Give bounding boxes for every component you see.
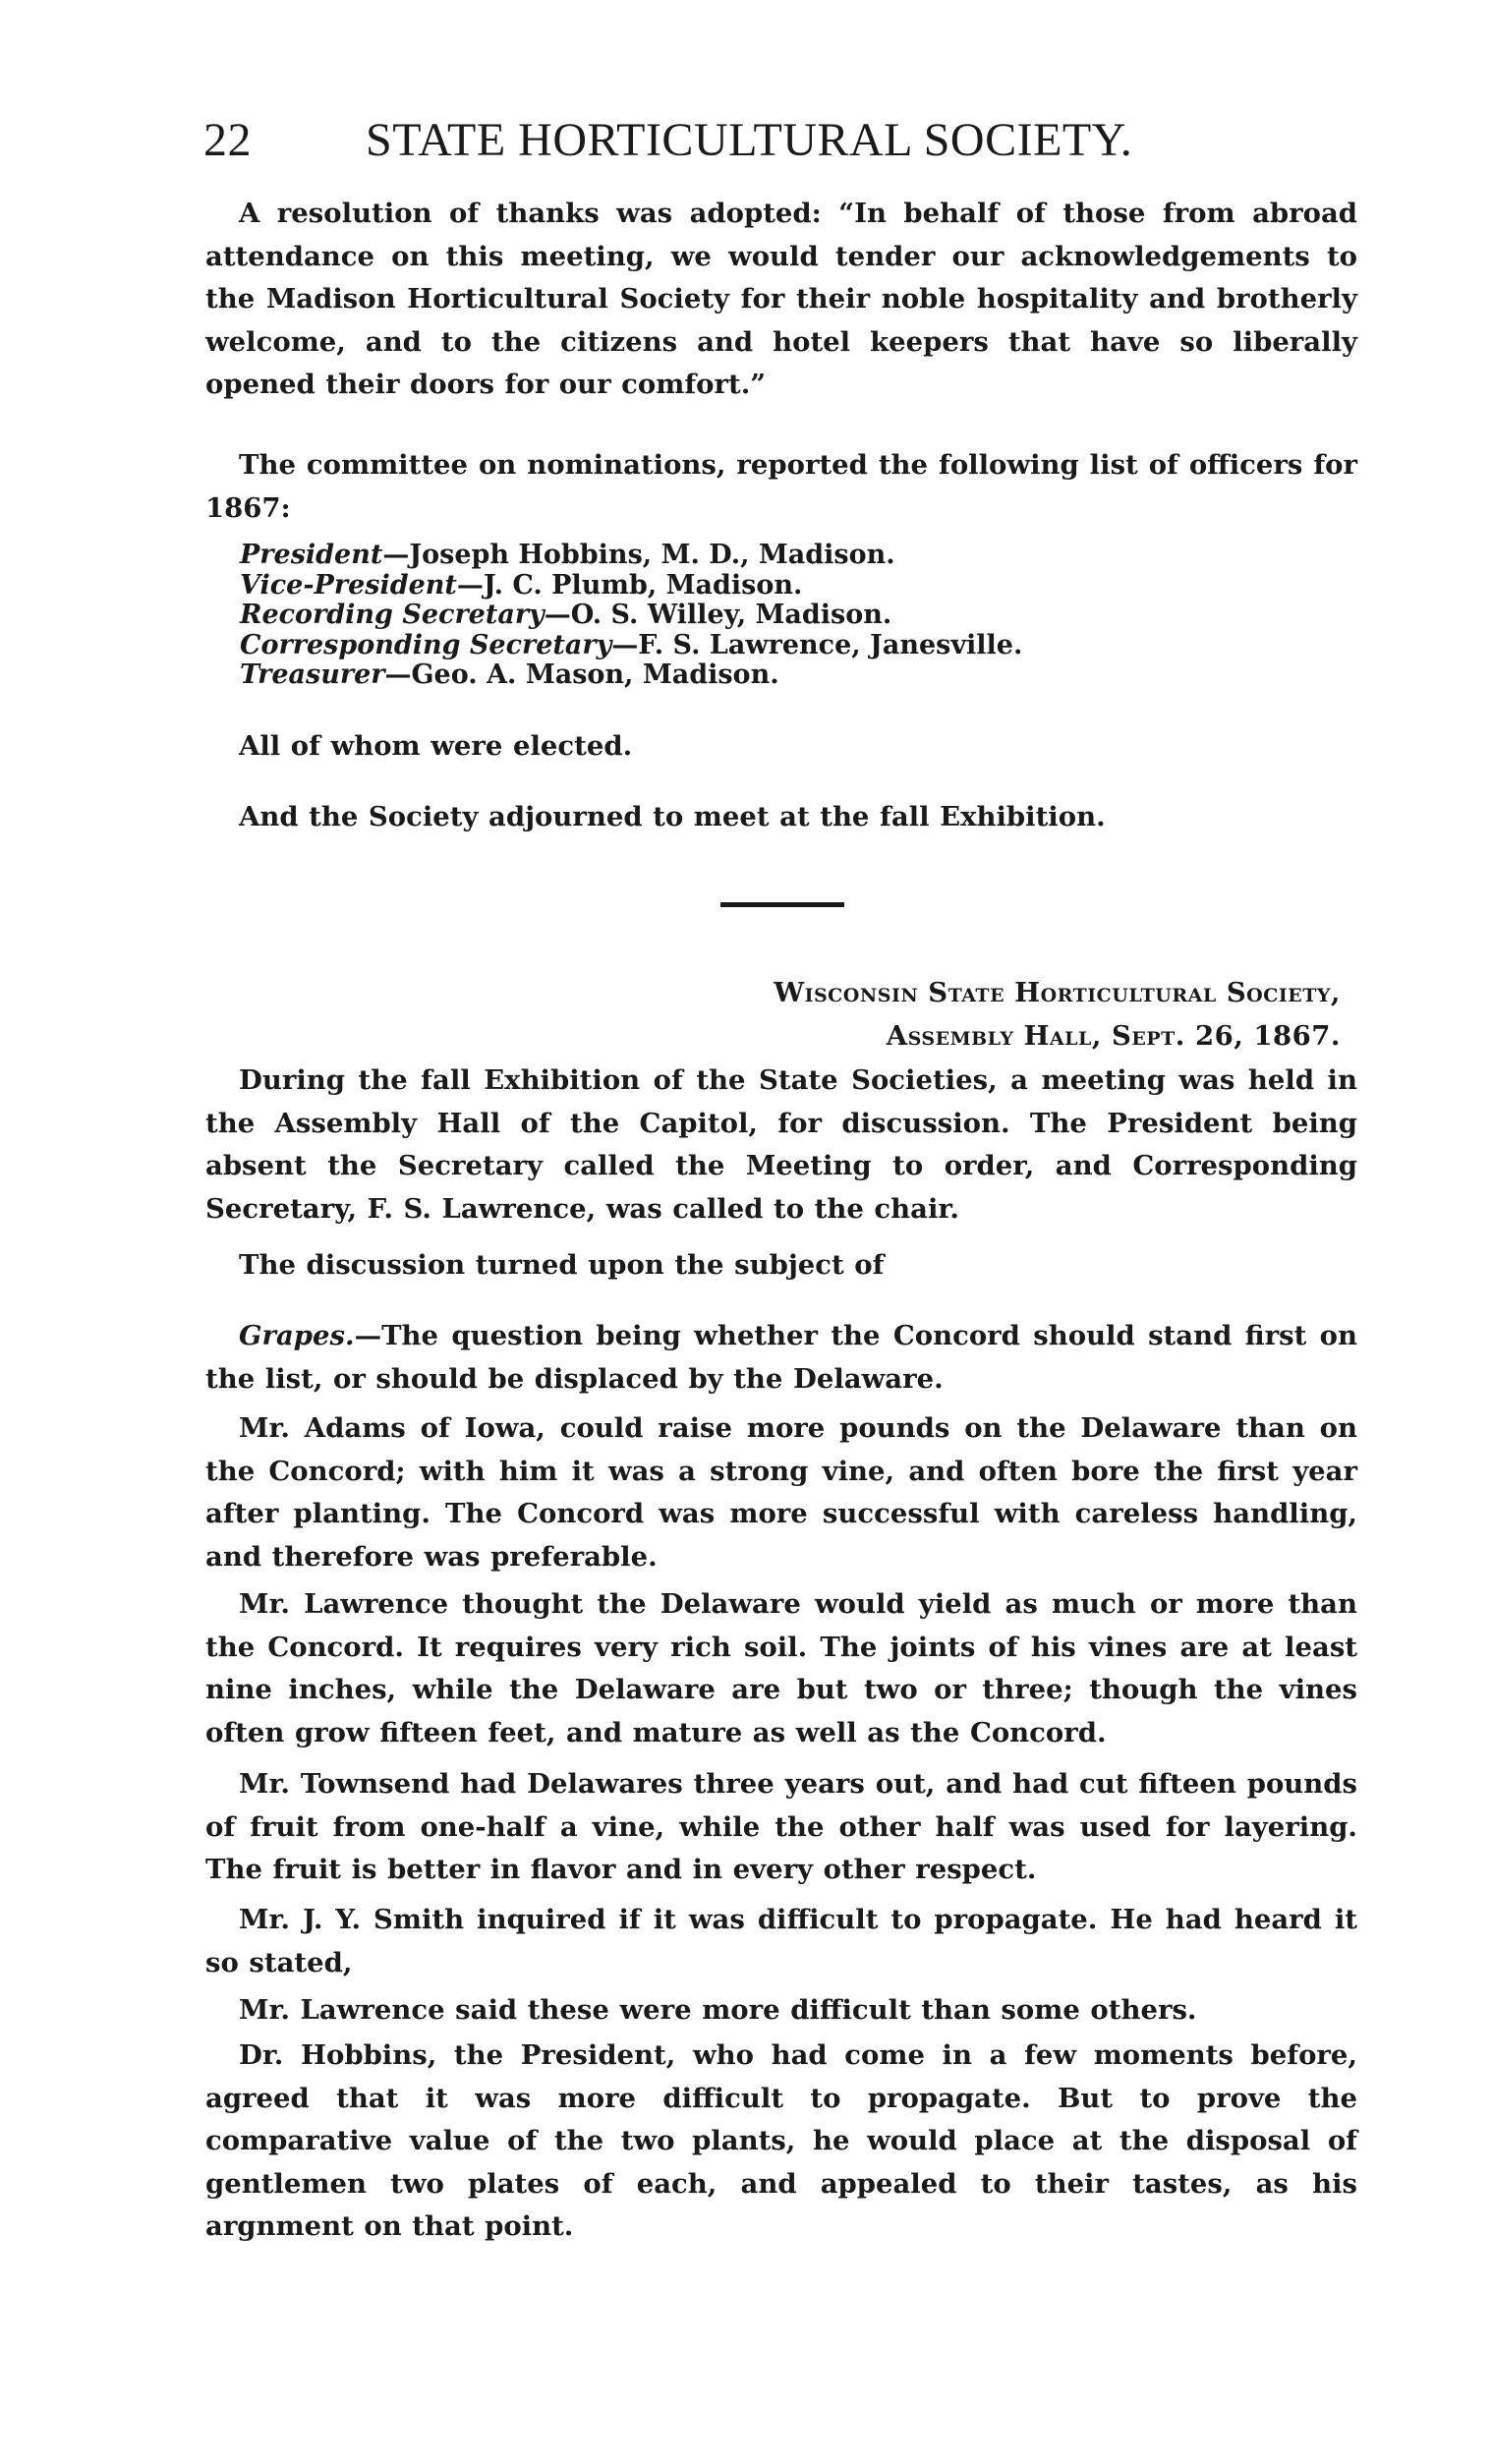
grapes-text: —The question being whether the Concord should stand first on the list, or should be displaced by the Delaware. <box>205 1320 1357 1395</box>
meeting-society-heading: Wisconsin State Horticultural Society, <box>774 977 1341 1008</box>
adjourned-paragraph: And the Society adjourned to meet at the fall Exhibition. <box>239 801 1106 832</box>
resolution-paragraph: A resolution of thanks was adopted: “In behalf of those from abroad attendance on this meeting, we would tender our acknowledgements to the Madison Horticultural Society for their noble hospitality and brotherly welcome, and to the citizens and hotel keepers that have so liberally opened their doors for our comfort.” <box>205 198 1357 400</box>
officer-entry <box>240 571 1223 602</box>
officer-role: Treasurer <box>240 659 385 690</box>
lawrence-paragraph-1: Mr. Lawrence thought the Delaware would yield as much or more than the Concord. It requires very rich soil. The joints of his vines are at least nine inches, while the Delaware are but two or three; though the vines often grow fifteen feet, and mature as well as the Concord. <box>205 1588 1357 1748</box>
officer-name: —Geo. A. Mason, Madison. <box>384 659 779 690</box>
officer-role: Vice-President <box>240 569 457 601</box>
hobbins-paragraph: Dr. Hobbins, the President, who had come in a few moments before, agreed that it was more difficult to propagate. But to prove the comparative value of the two plants, he would place at the disposal of gentlemen two plates of each, and appealed to their tastes, as his argnment on that point. <box>205 2039 1357 2242</box>
officer-role: President <box>240 540 383 570</box>
elected-paragraph: All of whom were elected. <box>239 730 633 762</box>
officer-entry <box>240 601 1223 631</box>
page-header <box>203 106 1285 175</box>
officer-name: —J. C. Plumb, Madison. <box>456 569 803 601</box>
running-title: STATE HORTICULTURAL SOCIETY. <box>366 114 1133 166</box>
lawrence-paragraph-2: Mr. Lawrence said these were more difficult than some others. <box>239 1994 1197 2026</box>
officer-name: —O. S. Willey, Madison. <box>544 600 892 630</box>
officer-role: Recording Secretary <box>240 600 545 630</box>
adams-paragraph: Mr. Adams of Iowa, could raise more pounds on the Delaware than on the Concord; with him it was a strong vine, and often bore the first year after planting. The Concord was more successful with careless handling, and therefore was preferable. <box>205 1412 1357 1573</box>
fall-meeting-paragraph: During the fall Exhibition of the State Societies, a meeting was held in the Assembly Hall of the Capitol, for discussion. The President being absent the Secretary called the Meeting to order, and Corresponding Secretary, F. S. Lawrence, was called to the chair. <box>205 1064 1357 1225</box>
nominations-paragraph: The committee on nominations, reported the following list of officers for 1867: <box>205 449 1357 524</box>
page-number: 22 <box>203 114 252 166</box>
officer-name: —F. S. Lawrence, Janesville. <box>611 629 1023 660</box>
officer-entry <box>240 660 1223 691</box>
grapes-paragraph <box>205 1315 1357 1401</box>
townsend-paragraph: Mr. Townsend had Delawares three years out, and had cut fifteen pounds of fruit from one-half a vine, while the other half was used for layering. The fruit is better in flavor and in every other respect. <box>205 1768 1357 1885</box>
meeting-place-date: Assembly Hall, Sept. 26, 1867. <box>886 1020 1341 1052</box>
grapes-lead: Grapes. <box>239 1320 355 1351</box>
officer-entry <box>240 541 1223 571</box>
officers-list <box>240 541 1223 691</box>
officer-role: Corresponding Secretary <box>240 629 612 660</box>
officer-entry <box>240 631 1223 661</box>
section-divider <box>720 902 844 907</box>
smith-paragraph: Mr. J. Y. Smith inquired if it was difficult to propagate. He had heard it so stated, <box>205 1904 1357 1978</box>
officer-name: —Joseph Hobbins, M. D., Madison. <box>382 540 895 570</box>
discussion-subject-paragraph: The discussion turned upon the subject of <box>239 1249 885 1281</box>
